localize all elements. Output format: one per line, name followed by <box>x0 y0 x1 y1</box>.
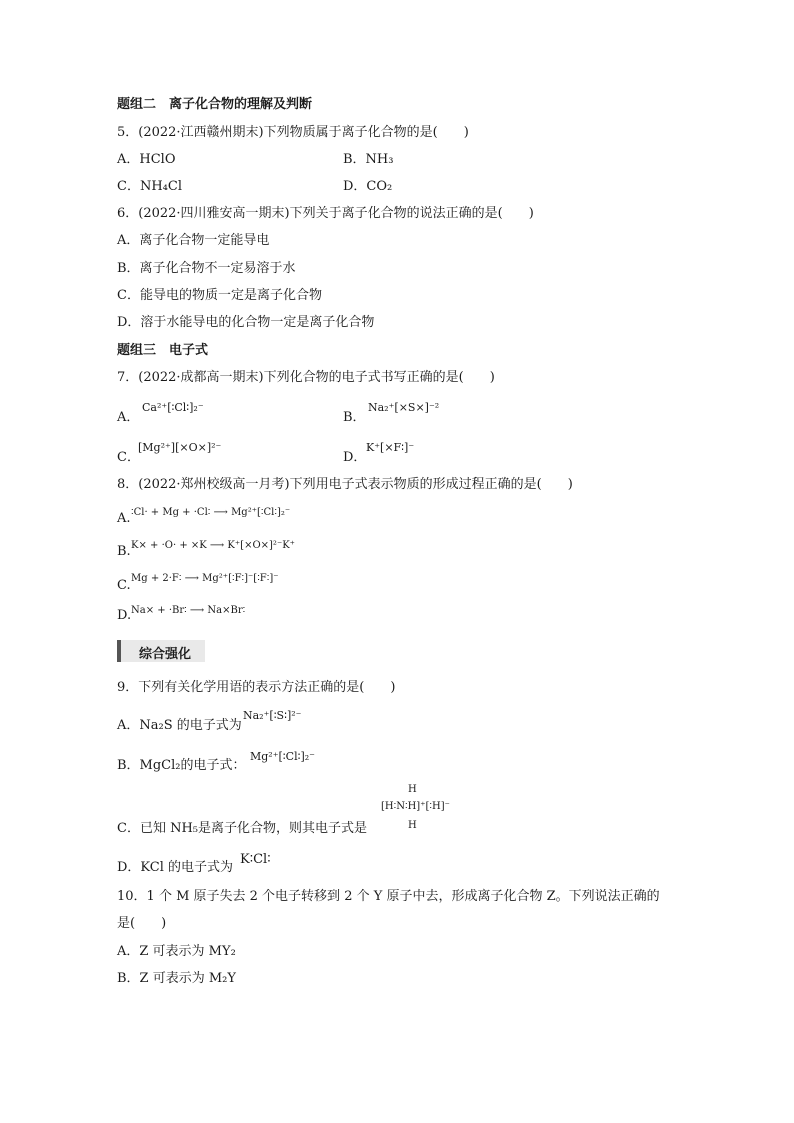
q8-option-b: B. <box>117 544 131 559</box>
group3-title: 题组三 电子式 <box>117 343 209 358</box>
q9-option-c: C．已知 NH₅是离子化合物，则其电子式是 <box>117 821 368 836</box>
q8-option-c: C. <box>117 578 131 593</box>
q9-stem: 9．下列有关化学用语的表示方法正确的是( ) <box>117 680 396 695</box>
q9c-formula-top: H <box>408 784 417 795</box>
group2-title: 题组二 离子化合物的理解及判断 <box>117 97 313 112</box>
q9d-formula: K∶Cl∶ <box>240 852 271 867</box>
q7b-formula: Na₂⁺[×S×]⁻² <box>368 401 440 414</box>
q6-option-d: D．溶于水能导电的化合物一定是离子化合物 <box>117 315 375 330</box>
q6-option-a: A．离子化合物一定能导电 <box>117 233 270 248</box>
section-title: 综合强化 <box>139 647 192 662</box>
q8b-formula: K× + ·O· + ×K ⟶ K⁺[×O×]²⁻K⁺ <box>131 540 295 551</box>
q7-option-d: D． <box>343 450 367 465</box>
q10-stem-line2: 是( ) <box>117 916 167 931</box>
q7a-formula: Ca²⁺[∶Cl∶]₂⁻ <box>142 401 204 414</box>
q9a-formula: Na₂⁺[∶S∶]²⁻ <box>243 709 302 722</box>
q9b-formula: Mg²⁺[∶Cl∶]₂⁻ <box>250 750 315 763</box>
q10-option-b: B．Z 可表示为 M₂Y <box>117 971 236 986</box>
q10-stem-line1: 10．1 个 M 原子失去 2 个电子转移到 2 个 Y 原子中去，形成离子化合物 Z。下列说法正确的 <box>117 889 660 904</box>
q8-option-a: A. <box>117 511 131 526</box>
q7-option-a: A． <box>117 410 140 425</box>
q8c-formula: Mg + 2·F∶ ⟶ Mg²⁺[∶F∶]⁻[∶F∶]⁻ <box>131 573 279 584</box>
q5-option-a: A．HClO <box>117 152 176 167</box>
q8d-formula: Na× + ·Br∶ ⟶ Na×Br∶ <box>131 605 246 616</box>
q7c-formula: [Mg²⁺][×O×]²⁻ <box>138 441 222 454</box>
q7d-formula: K⁺[×F∶]⁻ <box>366 441 415 454</box>
q9-option-d: D．KCl 的电子式为 <box>117 860 234 875</box>
q9c-formula-mid: [H∶N∶H]⁺[∶H]⁻ <box>381 801 450 812</box>
q8a-formula: ∶Cl· + Mg + ·Cl∶ ⟶ Mg²⁺[∶Cl∶]₂⁻ <box>131 507 291 518</box>
q7-stem: 7．(2022·成都高一期末)下列化合物的电子式书写正确的是( ) <box>117 370 495 385</box>
q7-option-b: B． <box>343 410 366 425</box>
q5-stem: 5．(2022·江西赣州期末)下列物质属于离子化合物的是( ) <box>117 125 469 140</box>
q5-option-d: D．CO₂ <box>343 179 393 194</box>
q7-option-c: C． <box>117 450 140 465</box>
q6-stem: 6．(2022·四川雅安高一期末)下列关于离子化合物的说法正确的是( ) <box>117 206 534 221</box>
q9-option-a: A．Na₂S 的电子式为 <box>117 718 242 733</box>
q8-stem: 8．(2022·郑州校级高一月考)下列用电子式表示物质的形成过程正确的是( ) <box>117 477 573 492</box>
section-banner <box>117 640 205 662</box>
q6-option-c: C．能导电的物质一定是离子化合物 <box>117 288 322 303</box>
q9-option-b: B．MgCl₂的电子式： <box>117 758 246 773</box>
q5-option-c: C．NH₄Cl <box>117 179 182 194</box>
q9c-formula-bottom: H <box>408 820 417 831</box>
q6-option-b: B．离子化合物不一定易溶于水 <box>117 261 296 276</box>
q10-option-a: A．Z 可表示为 MY₂ <box>117 944 236 959</box>
q8-option-d: D. <box>117 608 132 623</box>
q5-option-b: B．NH₃ <box>343 152 394 167</box>
